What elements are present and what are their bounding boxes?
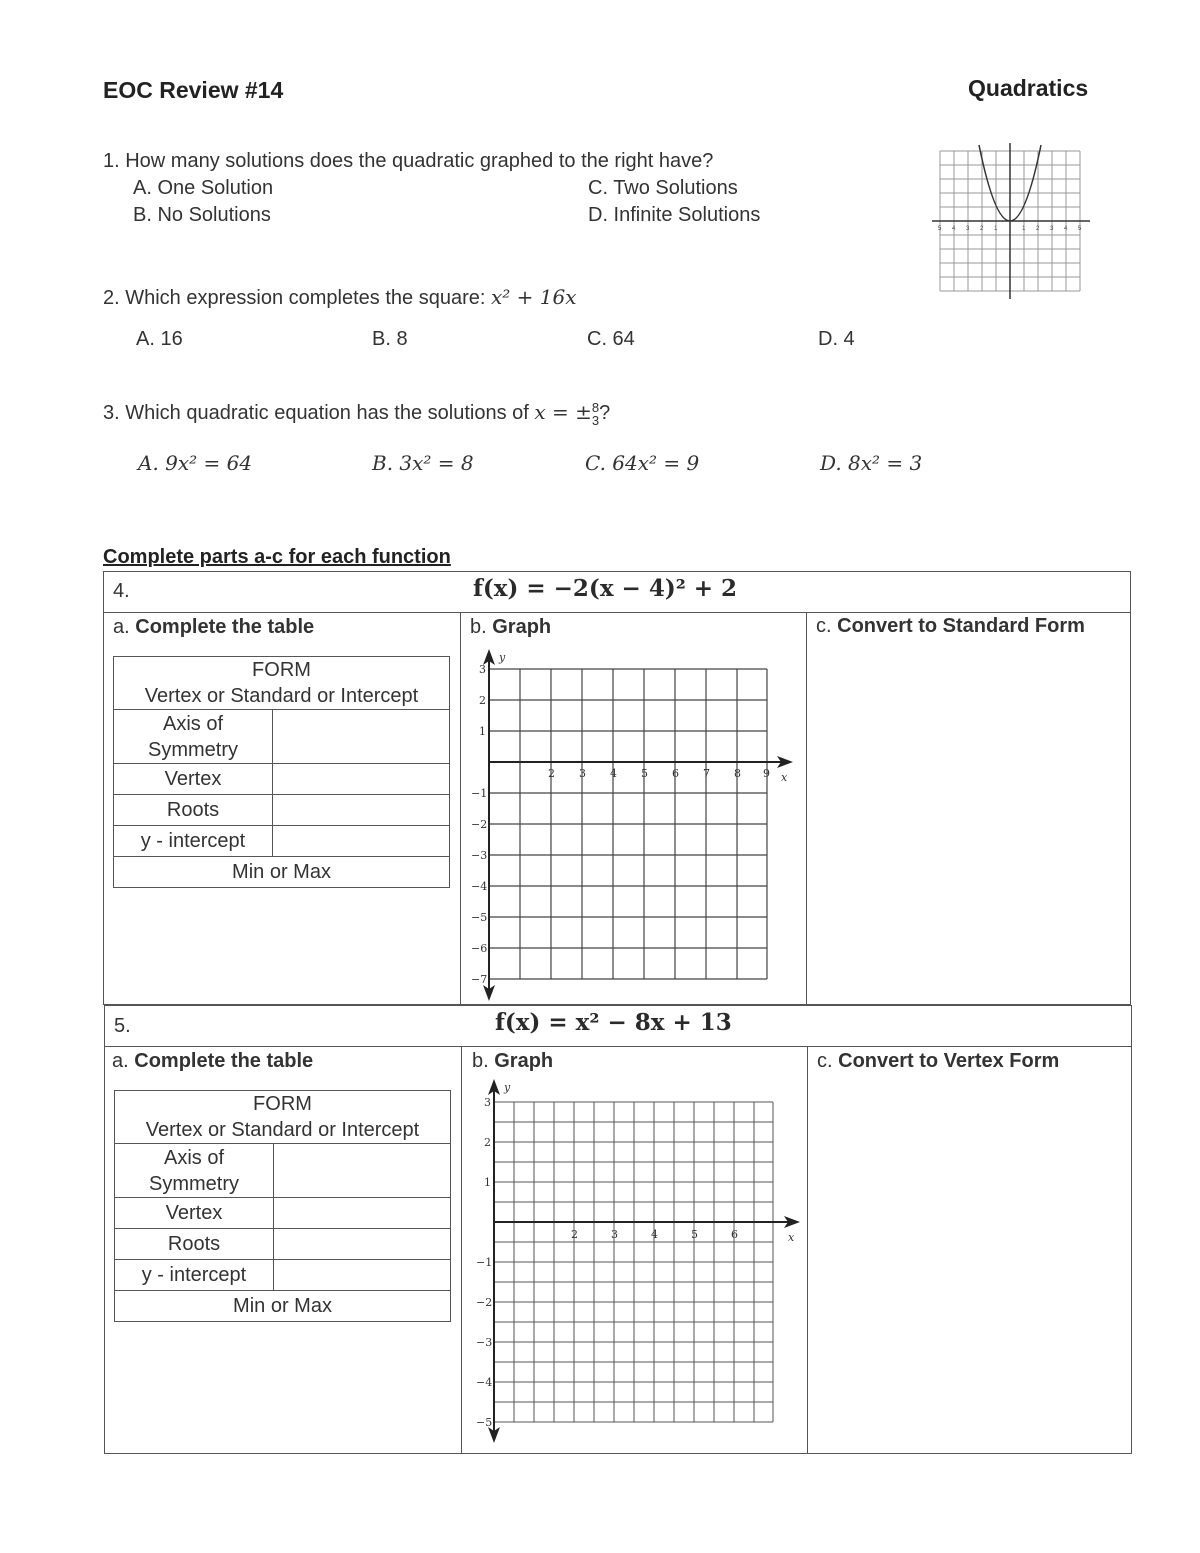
svg-text:3: 3 (1050, 226, 1054, 232)
svg-text:5: 5 (691, 1228, 698, 1241)
svg-text:3: 3 (579, 767, 586, 780)
problem-4-number: 4. (113, 580, 130, 602)
q2-option-b[interactable]: B. 8 (372, 328, 408, 350)
svg-text:8: 8 (734, 767, 741, 780)
svg-text:4: 4 (1064, 226, 1068, 232)
problem-5-part-b: b. Graph (472, 1050, 554, 1072)
q2-expression: x² + 16x (490, 285, 577, 309)
q2-option-a[interactable]: A. 16 (136, 328, 183, 350)
answer-cell-yint[interactable] (274, 1260, 451, 1291)
svg-text:9: 9 (763, 767, 770, 780)
answer-cell-roots[interactable] (274, 1229, 451, 1260)
problem-5-number: 5. (114, 1015, 131, 1037)
answer-cell-axis[interactable] (273, 710, 450, 764)
problem-5-part-a: a. Complete the table (112, 1050, 314, 1072)
q1-parabola-graph (930, 135, 1100, 305)
svg-text:−3: −3 (476, 1336, 493, 1349)
form-header: FORM Vertex or Standard or Intercept (114, 657, 450, 710)
row-label-yint: y - intercept (115, 1260, 274, 1291)
svg-text:1: 1 (1022, 226, 1026, 232)
problem-4-graph-grid[interactable] (465, 645, 805, 1005)
answer-cell-vertex[interactable] (274, 1198, 451, 1229)
svg-text:2: 2 (479, 694, 486, 707)
q2-prefix: 2. Which expression completes the square: (103, 287, 486, 309)
row-label-axis: Axis of Symmetry (115, 1144, 274, 1198)
q1-option-c[interactable]: C. Two Solutions (588, 177, 738, 199)
svg-text:7: 7 (703, 767, 710, 780)
problem-5-function: f(x) = x² − 8x + 13 (495, 1009, 732, 1036)
svg-text:−1: −1 (471, 787, 488, 800)
q3-expression: x = ± (534, 400, 592, 424)
svg-text:−5: −5 (471, 911, 488, 924)
svg-text:1: 1 (994, 226, 998, 232)
svg-text:2: 2 (548, 767, 555, 780)
question-3-text (103, 400, 610, 427)
svg-text:4: 4 (610, 767, 617, 780)
problem-4-function: f(x) = −2(x − 4)² + 2 (473, 575, 738, 602)
row-label-vertex: Vertex (115, 1198, 274, 1229)
problem-4-part-c: c. Convert to Standard Form (816, 615, 1085, 637)
q1-option-d[interactable]: D. Infinite Solutions (588, 204, 761, 226)
svg-text:−2: −2 (471, 818, 488, 831)
frac-den: 3 (591, 412, 600, 428)
section-heading: Complete parts a-c for each function (103, 546, 451, 568)
svg-text:x: x (781, 771, 788, 784)
q3-option-b[interactable]: B. 3x² = 8 (372, 451, 474, 475)
q1-option-b[interactable]: B. No Solutions (133, 204, 271, 226)
svg-text:2: 2 (980, 226, 984, 232)
problem-5-part-c: c. Convert to Vertex Form (817, 1050, 1060, 1072)
svg-text:3: 3 (484, 1096, 491, 1109)
problem-5-graph-grid[interactable] (466, 1075, 806, 1450)
svg-text:4: 4 (651, 1228, 658, 1241)
row-min-max[interactable]: Min or Max (114, 857, 450, 888)
row-label-roots: Roots (114, 795, 273, 826)
svg-text:−5: −5 (476, 1416, 493, 1429)
svg-text:y: y (504, 1081, 511, 1094)
answer-cell-yint[interactable] (273, 826, 450, 857)
problem-4-form-table (113, 656, 450, 888)
form-header: FORM Vertex or Standard or Intercept (115, 1091, 451, 1144)
question-1-text: 1. How many solutions does the quadratic graphed to the right have? (103, 150, 714, 172)
svg-text:5: 5 (1078, 226, 1082, 232)
svg-text:−4: −4 (476, 1376, 493, 1389)
row-label-roots: Roots (115, 1229, 274, 1260)
answer-cell-axis[interactable] (274, 1144, 451, 1198)
svg-text:2: 2 (1036, 226, 1040, 232)
svg-text:3: 3 (966, 226, 970, 232)
svg-text:1: 1 (479, 725, 486, 738)
svg-text:−2: −2 (476, 1296, 493, 1309)
svg-text:−7: −7 (471, 973, 488, 986)
svg-text:y: y (499, 651, 506, 664)
row-label-yint: y - intercept (114, 826, 273, 857)
q3-option-d[interactable]: D. 8x² = 3 (820, 451, 923, 475)
svg-text:5: 5 (938, 226, 942, 232)
frac-num: 8 (591, 399, 600, 415)
q2-option-c[interactable]: C. 64 (587, 328, 635, 350)
topic-title: Quadratics (968, 75, 1089, 101)
problem-5-form-table (114, 1090, 451, 1322)
question-2-text (103, 285, 576, 310)
row-label-vertex: Vertex (114, 764, 273, 795)
svg-text:6: 6 (731, 1228, 738, 1241)
worksheet-title: EOC Review #14 (103, 77, 284, 103)
svg-text:−3: −3 (471, 849, 488, 862)
svg-text:2: 2 (571, 1228, 578, 1241)
svg-text:−6: −6 (471, 942, 488, 955)
q3-option-c[interactable]: C. 64x² = 9 (585, 451, 700, 475)
row-min-max[interactable]: Min or Max (115, 1291, 451, 1322)
row-label-axis: Axis of Symmetry (114, 710, 273, 764)
svg-text:−4: −4 (471, 880, 488, 893)
svg-text:4: 4 (952, 226, 956, 232)
svg-text:3: 3 (611, 1228, 618, 1241)
q1-option-a[interactable]: A. One Solution (133, 177, 274, 199)
svg-text:x: x (788, 1231, 795, 1244)
svg-text:5: 5 (641, 767, 648, 780)
answer-cell-roots[interactable] (273, 795, 450, 826)
q3-suffix: ? (599, 402, 611, 424)
problem-4-part-a: a. Complete the table (113, 616, 315, 638)
svg-text:6: 6 (672, 767, 679, 780)
svg-text:3: 3 (479, 663, 486, 676)
svg-text:1: 1 (484, 1176, 491, 1189)
svg-text:2: 2 (484, 1136, 491, 1149)
q2-option-d[interactable]: D. 4 (818, 328, 855, 350)
svg-text:−1: −1 (476, 1256, 493, 1269)
answer-cell-vertex[interactable] (273, 764, 450, 795)
q3-option-a[interactable]: A. 9x² = 64 (138, 451, 253, 475)
q3-prefix: 3. Which quadratic equation has the solutions of (103, 402, 529, 424)
problem-4-part-b: b. Graph (470, 616, 552, 638)
